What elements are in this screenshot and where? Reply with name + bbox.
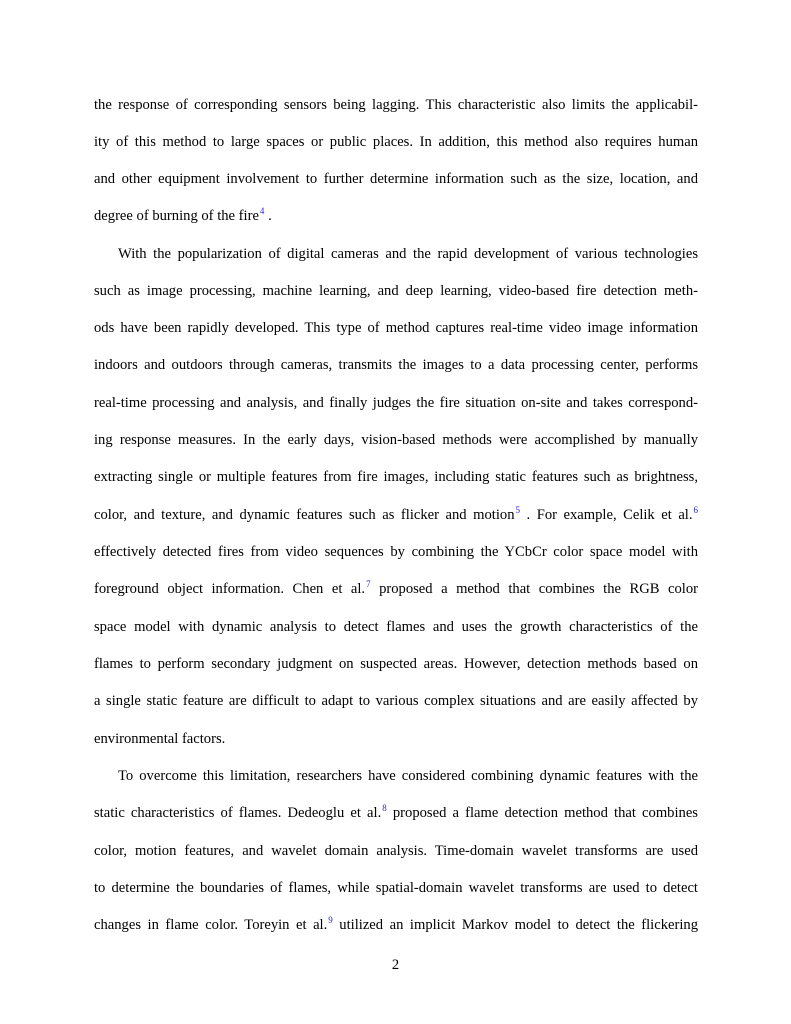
text-segment: utilized an implicit Markov model to detect the flickering <box>332 917 698 933</box>
text-segment: color, and texture, and dynamic features such as flicker and motion <box>94 507 515 523</box>
citation-link[interactable]: 4 <box>259 206 265 216</box>
text-line: indoors and outdoors through cameras, transmits the images to a data processing center, performs <box>94 357 698 373</box>
text-line: color, motion features, and wavelet domain analysis. Time-domain wavelet transforms are used <box>94 843 698 859</box>
text-line <box>94 915 698 936</box>
text-segment: proposed a flame detection method that combines <box>386 805 698 821</box>
text-segment: . <box>264 208 272 224</box>
text-line: the response of corresponding sensors being lagging. This characteristic also limits the applicabil- <box>94 97 698 113</box>
citation-link[interactable]: 7 <box>366 579 371 589</box>
text-line: and other equipment involvement to further determine information such as the size, location, and <box>94 171 698 187</box>
text-line <box>94 579 698 600</box>
text-line: ity of this method to large spaces or public places. In addition, this method also requires human <box>94 134 698 150</box>
text-line: With the popularization of digital cameras and the rapid development of various technologies <box>118 246 698 262</box>
text-segment: proposed a method that combines the RGB color <box>370 581 698 597</box>
text-line: to determine the boundaries of flames, while spatial-domain wavelet transforms are used to detect <box>94 880 698 896</box>
text-segment: changes in flame color. Toreyin et al. <box>94 917 328 933</box>
text-segment: degree of burning of the fire <box>94 208 259 224</box>
text-segment: foreground object information. Chen et al. <box>94 581 366 597</box>
text-line <box>94 206 698 227</box>
text-line: To overcome this limitation, researchers have considered combining dynamic features with the <box>118 768 698 784</box>
text-line: real-time processing and analysis, and finally judges the fire situation on-site and takes correspond- <box>94 395 698 411</box>
citation-link[interactable]: 6 <box>693 505 699 515</box>
text-line: ing response measures. In the early days, vision-based methods were accomplished by manually <box>94 432 698 448</box>
text-segment: . For example, Celik et al. <box>520 507 693 523</box>
text-line <box>94 505 698 526</box>
text-line: effectively detected fires from video sequences by combining the YCbCr color space model with <box>94 544 698 560</box>
citation-link[interactable]: 5 <box>515 505 520 515</box>
text-line: space model with dynamic analysis to detect flames and uses the growth characteristics of the <box>94 619 698 635</box>
text-line: extracting single or multiple features from fire images, including static features such as brightness, <box>94 469 698 485</box>
text-line <box>94 803 698 824</box>
text-line: flames to perform secondary judgment on suspected areas. However, detection methods based on <box>94 656 698 672</box>
text-line: such as image processing, machine learning, and deep learning, video-based fire detection meth- <box>94 283 698 299</box>
text-line: ods have been rapidly developed. This type of method captures real-time video image information <box>94 320 698 336</box>
citation-link[interactable]: 9 <box>328 915 333 925</box>
text-line: environmental factors. <box>94 731 226 747</box>
text-line: a single static feature are difficult to adapt to various complex situations and are easily affected by <box>94 693 698 709</box>
citation-link[interactable]: 8 <box>382 803 387 813</box>
page-number: 2 <box>391 957 400 973</box>
text-segment: static characteristics of flames. Dedeoglu et al. <box>94 805 382 821</box>
